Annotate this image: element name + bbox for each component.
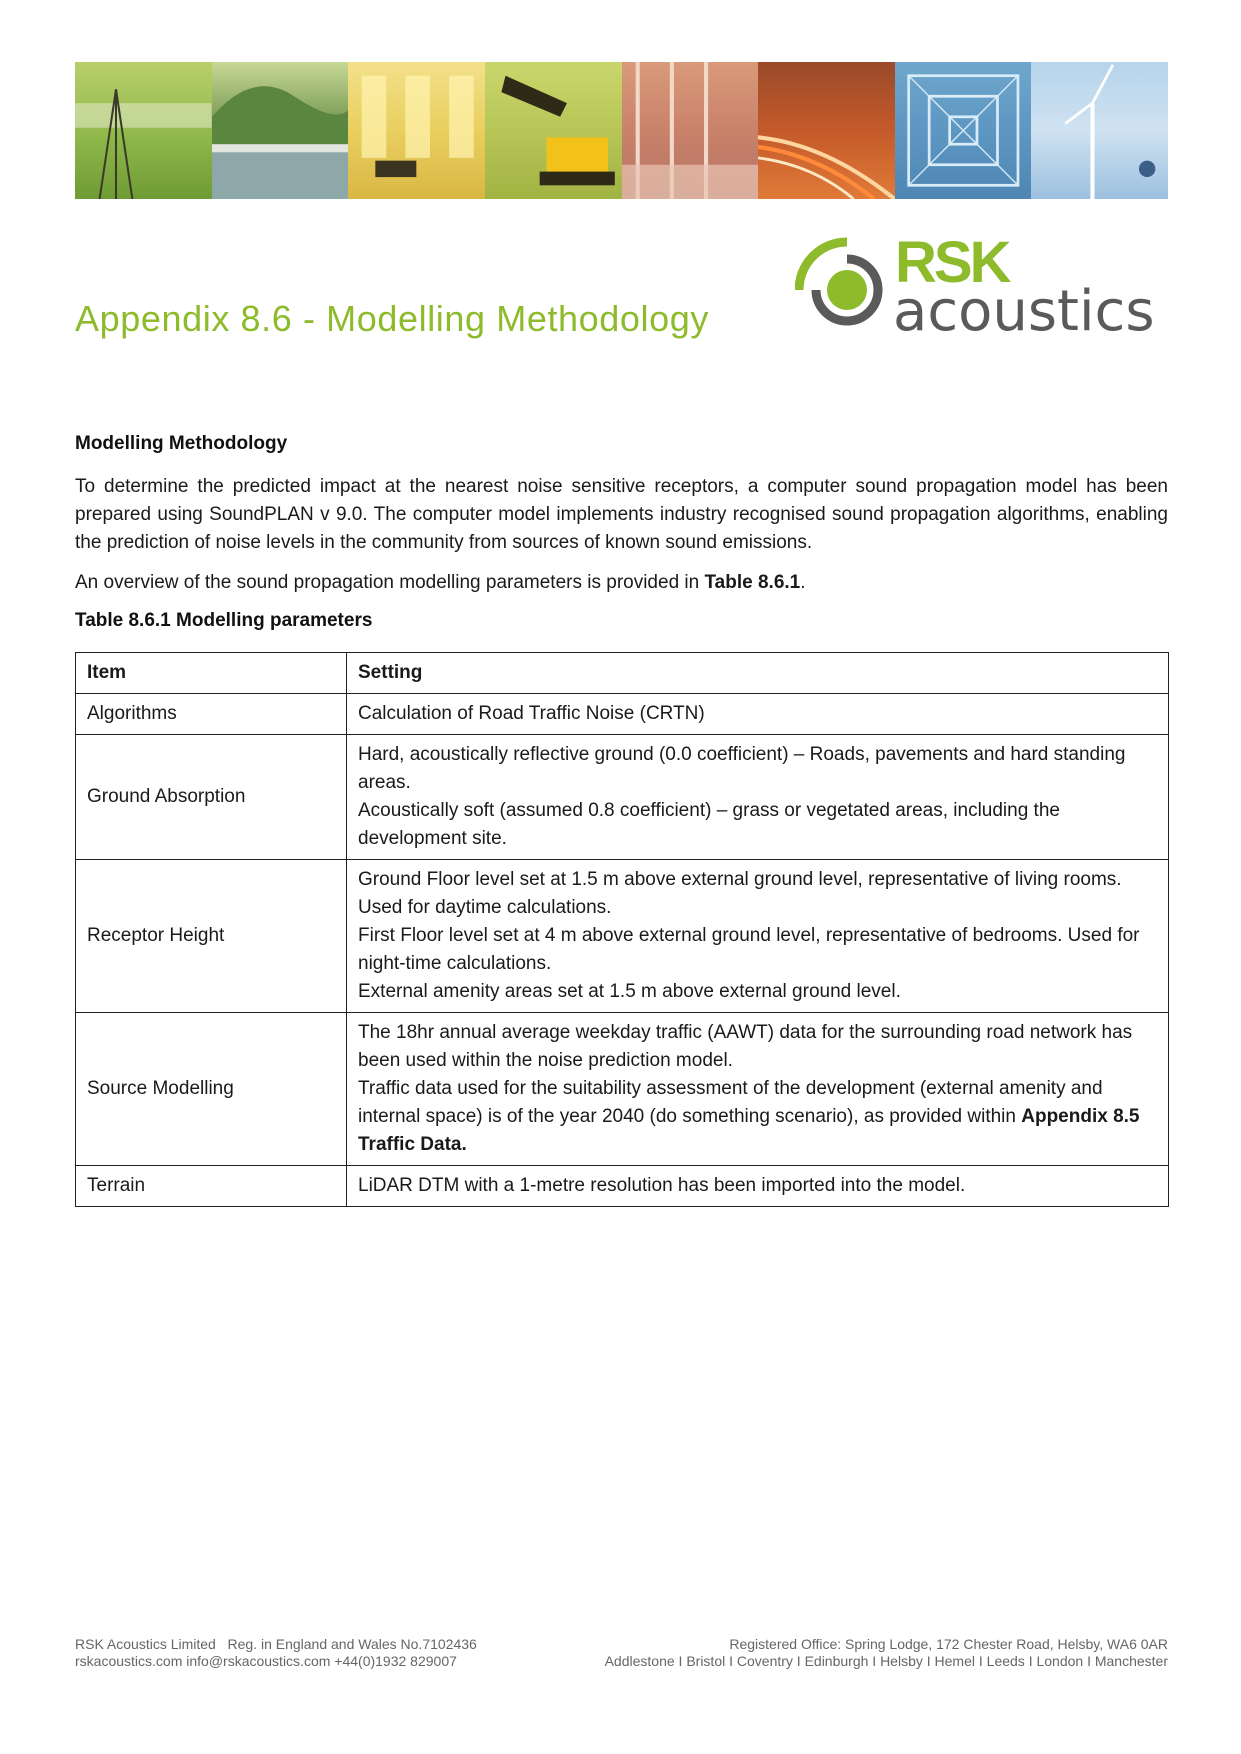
table-row	[76, 735, 1169, 860]
section-heading: Modelling Methodology	[75, 433, 288, 454]
row-item: Algorithms	[76, 694, 347, 735]
banner-photo-concert-hall	[348, 62, 485, 199]
overview-paragraph	[75, 569, 1168, 597]
row-setting	[347, 860, 1169, 1013]
page-title: Appendix 8.6 - Modelling Methodology	[75, 298, 709, 339]
setting-line: LiDAR DTM with a 1-metre resolution has been imported into the model.	[358, 1175, 966, 1196]
setting-line: Ground Floor level set at 1.5 m above external ground level, representative of living rooms. Used for daytime calculations.	[358, 869, 1122, 918]
table-reference: Table 8.6.1	[704, 572, 801, 593]
footer-company-info	[75, 1636, 477, 1670]
table-caption: Table 8.6.1 Modelling parameters	[75, 610, 373, 631]
setting-line: External amenity areas set at 1.5 m above external ground level.	[358, 981, 901, 1002]
setting-line: Calculation of Road Traffic Noise (CRTN)	[358, 703, 705, 724]
footer-registered-office: Registered Office: Spring Lodge, 172 Chester Road, Helsby, WA6 0AR	[729, 1636, 1168, 1652]
row-setting	[347, 1013, 1169, 1166]
rsk-acoustics-logo	[795, 232, 1168, 336]
banner-photo-steel-tower	[895, 62, 1032, 199]
table-row	[76, 1013, 1169, 1166]
row-item: Receptor Height	[76, 860, 347, 1013]
logo-product: acoustics	[893, 279, 1155, 336]
setting-line	[358, 1075, 1157, 1159]
banner-photo-river-bridge	[212, 62, 349, 199]
intro-paragraph: To determine the predicted impact at the nearest noise sensitive receptors, a computer sound propagation model has been prepared using SoundPLAN v 9.0. The computer model implements industry recognised sound propagation algorithms, enabling the prediction of noise levels in the community from sources of known sound emissions.	[75, 476, 1168, 553]
setting-line: Acoustically soft (assumed 0.8 coefficient) – grass or vegetated areas, including the development site.	[358, 800, 1060, 849]
row-setting	[347, 694, 1169, 735]
table-row	[76, 860, 1169, 1013]
banner-photo-excavator	[485, 62, 622, 199]
footer-registration: RSK Acoustics Limited Reg. in England and Wales No.7102436	[75, 1636, 477, 1652]
setting-line: Hard, acoustically reflective ground (0.0 coefficient) – Roads, pavements and hard standing areas.	[358, 744, 1126, 793]
row-setting	[347, 735, 1169, 860]
banner-photo-building-interior	[622, 62, 759, 199]
row-item: Terrain	[76, 1166, 347, 1207]
row-item: Source Modelling	[76, 1013, 347, 1166]
header-setting: Setting	[347, 653, 1169, 694]
banner-photo-wind-turbine	[1031, 62, 1168, 199]
table-header-row	[76, 653, 1169, 694]
row-setting	[347, 1166, 1169, 1207]
footer-offices	[605, 1636, 1168, 1670]
header-item: Item	[76, 653, 347, 694]
overview-suffix: .	[800, 572, 806, 593]
table-row	[76, 1166, 1169, 1207]
modelling-parameters-table	[75, 652, 1169, 1207]
table-row	[76, 694, 1169, 735]
appendix-reference: Appendix 8.5 Traffic Data.	[358, 1106, 1140, 1155]
footer-locations: Addlestone I Bristol I Coventry I Edinburgh I Helsby I Hemel I Leeds I London I Manchester	[604, 1653, 1168, 1669]
header-banner	[75, 62, 1168, 199]
row-item: Ground Absorption	[76, 735, 347, 860]
banner-photo-traffic-light-trails	[758, 62, 895, 199]
setting-text: Traffic data used for the suitability assessment of the development (external amenity and internal space) is of the year 2040 (do something scenario), as provided within	[358, 1078, 1103, 1127]
setting-line: First Floor level set at 4 m above external ground level, representative of bedrooms. Used for night-time calculations.	[358, 925, 1140, 974]
setting-line: The 18hr annual average weekday traffic (AAWT) data for the surrounding road network has been used within the noise prediction model.	[358, 1022, 1133, 1071]
footer-contact: rskacoustics.com info@rskacoustics.com +44(0)1932 829007	[75, 1653, 457, 1669]
banner-photo-survey-equipment	[75, 62, 212, 199]
logo-brand: RSK	[895, 232, 1009, 295]
overview-text: An overview of the sound propagation modelling parameters is provided in	[75, 572, 705, 593]
